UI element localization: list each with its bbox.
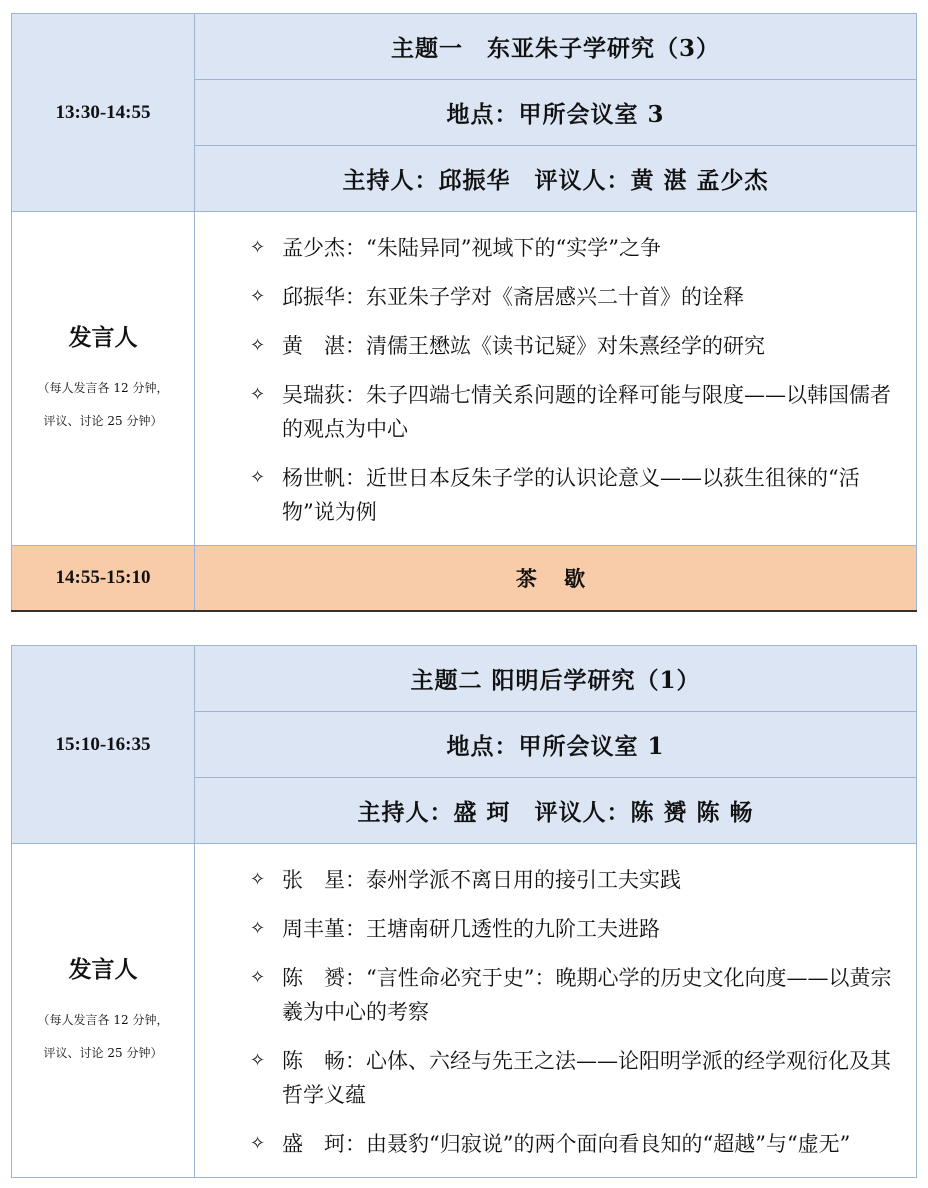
speaker-label-cell bbox=[12, 212, 195, 546]
talk-list bbox=[195, 849, 916, 1173]
session-location: 地点：甲所会议室 3 bbox=[195, 80, 917, 146]
talk-title: 孟少杰：“朱陆异同”视域下的“实学”之争 bbox=[282, 235, 661, 260]
talk-title: 陈 赟：“言性命必究于史”：晚期心学的历史文化向度——以黄宗羲为中心的考察 bbox=[282, 965, 892, 1024]
session-time: 15:10-16:35 bbox=[12, 646, 195, 844]
session-hosts: 主持人：邱振华 评议人：黄 湛 孟少杰 bbox=[195, 146, 917, 212]
diamond-star-icon: ✧ bbox=[250, 236, 266, 258]
break-time: 14:55-15:10 bbox=[12, 546, 195, 611]
talk-title: 张 星：泰州学派不离日用的接引工夫实践 bbox=[282, 867, 681, 892]
session-location: 地点：甲所会议室 1 bbox=[195, 712, 917, 778]
list-item bbox=[250, 863, 908, 897]
diamond-star-icon: ✧ bbox=[250, 966, 266, 988]
list-item bbox=[250, 1127, 908, 1161]
tea-break-label: 茶 歇 bbox=[195, 546, 917, 611]
talk-title: 黄 湛：清儒王懋竑《读书记疑》对朱熹经学的研究 bbox=[282, 333, 765, 358]
session-1 bbox=[11, 13, 916, 612]
list-item bbox=[250, 961, 908, 1029]
session-2 bbox=[11, 645, 916, 1178]
talk-list bbox=[195, 217, 916, 541]
diamond-star-icon: ✧ bbox=[250, 868, 266, 890]
list-item bbox=[250, 280, 908, 314]
talk-title: 陈 畅：心体、六经与先王之法——论阳明学派的经学观衍化及其哲学义蕴 bbox=[282, 1048, 891, 1107]
diamond-star-icon: ✧ bbox=[250, 1132, 266, 1154]
diamond-star-icon: ✧ bbox=[250, 334, 266, 356]
speaker-note: （每人发言各 12 分钟，评议、讨论 25 分钟） bbox=[37, 1013, 169, 1060]
session-theme: 主题一 东亚朱子学研究（3） bbox=[195, 14, 917, 80]
talk-list-cell bbox=[195, 212, 917, 546]
diamond-star-icon: ✧ bbox=[250, 285, 266, 307]
session-theme: 主题二 阳明后学研究（1） bbox=[195, 646, 917, 712]
list-item bbox=[250, 329, 908, 363]
diamond-star-icon: ✧ bbox=[250, 917, 266, 939]
speaker-label: 发言人 bbox=[68, 956, 138, 983]
talk-title: 盛 珂：由聂豹“归寂说”的两个面向看良知的“超越”与“虚无” bbox=[282, 1131, 851, 1156]
speaker-label: 发言人 bbox=[68, 324, 138, 351]
list-item bbox=[250, 912, 908, 946]
list-item bbox=[250, 461, 908, 529]
talk-title: 邱振华：东亚朱子学对《斋居感兴二十首》的诠释 bbox=[282, 284, 744, 309]
talk-title: 吴瑞荻：朱子四端七情关系问题的诠释可能与限度——以韩国儒者的观点为中心 bbox=[282, 382, 891, 441]
session-time: 13:30-14:55 bbox=[12, 14, 195, 212]
talk-title: 周丰堇：王塘南研几透性的九阶工夫进路 bbox=[282, 916, 660, 941]
talk-list-cell bbox=[195, 844, 917, 1178]
session-1-table bbox=[11, 13, 917, 612]
talk-title: 杨世帆：近世日本反朱子学的认识论意义——以荻生徂徕的“活物”说为例 bbox=[282, 465, 860, 524]
session-hosts: 主持人：盛 珂 评议人：陈 赟 陈 畅 bbox=[195, 778, 917, 844]
diamond-star-icon: ✧ bbox=[250, 466, 266, 488]
session-2-table bbox=[11, 645, 917, 1178]
diamond-star-icon: ✧ bbox=[250, 383, 266, 405]
speaker-label-cell bbox=[12, 844, 195, 1178]
list-item bbox=[250, 1044, 908, 1112]
list-item bbox=[250, 231, 908, 265]
list-item bbox=[250, 378, 908, 446]
speaker-note: （每人发言各 12 分钟，评议、讨论 25 分钟） bbox=[37, 381, 169, 428]
diamond-star-icon: ✧ bbox=[250, 1049, 266, 1071]
